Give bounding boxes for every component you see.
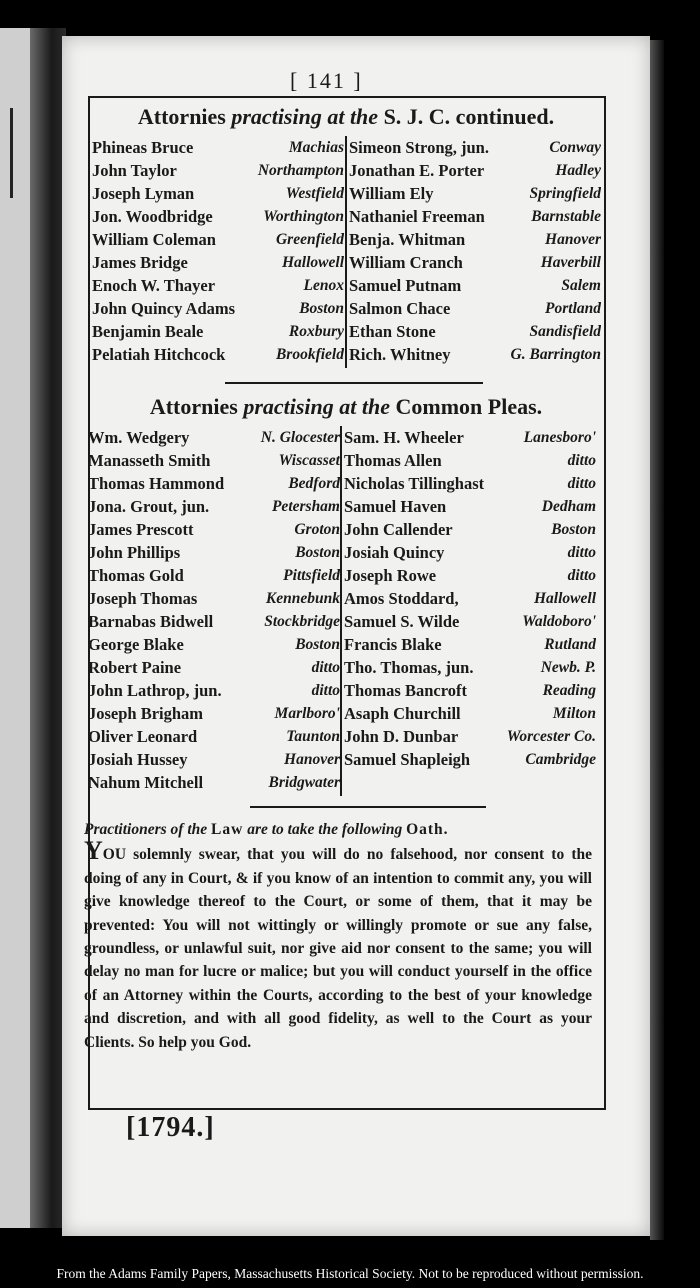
cp-right-column [344,426,596,771]
attorney-entry [349,343,601,366]
attorney-entry [88,472,340,495]
oath-title-law: Law [211,821,244,838]
attorney-name: Phineas Bruce [92,138,194,157]
attorney-name: Thomas Gold [88,566,184,585]
attorney-entry [344,679,596,702]
attorney-place: Portland [545,300,601,317]
attorney-entry [92,159,344,182]
attorney-name: Samuel S. Wilde [344,612,460,631]
attorney-name: Benja. Whitman [349,230,466,249]
attorney-place: Brookfield [275,346,344,363]
attorney-name: Asaph Churchill [344,704,461,723]
attorney-entry [344,426,596,449]
attorney-name: Josiah Hussey [88,750,188,769]
attorney-name: Simeon Strong, jun. [349,138,489,157]
attorney-place: Machias [288,139,344,156]
attorney-entry [88,679,340,702]
attorney-name: Nicholas Tillinghast [344,474,485,493]
attorney-name: John Taylor [92,161,177,180]
attorney-entry [92,228,344,251]
attorney-entry [344,518,596,541]
attorney-entry [344,449,596,472]
attorney-entry [88,656,340,679]
attorney-place: Taunton [286,728,340,745]
attorney-name: John Phillips [88,543,181,562]
attorney-place: Boston [295,636,340,653]
attorney-place: Dedham [541,498,596,515]
section-separator [225,382,483,384]
attorney-name: John Lathrop, jun. [88,681,222,700]
attorney-place: Northampton [257,162,344,179]
attorney-name: Jona. Grout, jun. [88,497,210,516]
attorney-place: N. Glocester [260,429,340,446]
attorney-place: Boston [299,300,344,317]
oath-dropcap: Y [84,836,103,866]
attorney-place: Hallowell [534,590,596,607]
attorney-place: Boston [295,544,340,561]
attorney-place: ditto [567,452,596,469]
attorney-place: Milton [552,705,596,722]
attorney-name: Barnabas Bidwell [88,612,214,631]
attorney-entry [88,495,340,518]
attorney-place: Lanesboro' [523,429,596,446]
attorney-entry [88,564,340,587]
oath-text [84,836,592,1054]
attorney-name: William Ely [349,184,434,203]
attorney-place: Springfield [529,185,601,202]
attorney-place: Wiscasset [278,452,340,469]
attorney-name: James Prescott [88,520,194,539]
attorney-place: Waldoboro' [522,613,596,630]
attorney-entry [344,495,596,518]
attorney-entry [349,136,601,159]
attorney-name: William Cranch [349,253,463,272]
oath-block [84,818,592,1054]
attorney-place: Petersham [271,498,340,515]
attorney-place: Haverbill [540,254,601,271]
attorney-name: Josiah Quincy [344,543,445,562]
attorney-name: Sam. H. Wheeler [344,428,464,447]
attorney-entry [88,771,340,794]
attorney-entry [344,702,596,725]
attorney-entry [349,320,601,343]
attorney-place: Worthington [263,208,344,225]
attorney-name: John Callender [344,520,453,539]
attorney-place: Salem [561,277,601,294]
attorney-place: Boston [551,521,596,538]
attorney-entry [349,228,601,251]
sjc-heading-end: S. J. C. continued. [383,104,555,129]
attorney-name: Thomas Bancroft [344,681,467,700]
attorney-place: Sandisfield [529,323,601,340]
attorney-name: Samuel Putnam [349,276,462,295]
attorney-name: Joseph Thomas [88,589,198,608]
attorney-entry [88,725,340,748]
attorney-entry [88,518,340,541]
attorney-place: Marlboro' [274,705,340,722]
attorney-name: Oliver Leonard [88,727,198,746]
attorney-name: John Quincy Adams [92,299,236,318]
attorney-name: Jonathan E. Porter [349,161,485,180]
attorney-place: Hallowell [282,254,344,271]
cp-column-divider [340,426,342,796]
attorney-entry [88,541,340,564]
oath-title-a: Practitioners of the [84,821,208,838]
attorney-entry [344,472,596,495]
attorney-name: Thomas Allen [344,451,442,470]
sjc-column-divider [345,136,347,368]
attorney-entry [344,748,596,771]
attorney-entry [349,274,601,297]
attorney-name: George Blake [88,635,184,654]
attorney-entry [344,541,596,564]
year-stamp: [1794.] [126,1112,215,1143]
page-right-edge [650,40,664,1240]
book-gutter [30,28,66,1228]
attorney-place: Barnstable [531,208,601,225]
attorney-place: Roxbury [288,323,344,340]
attorney-place: ditto [311,682,340,699]
attorney-place: Hanover [284,751,340,768]
attorney-name: Tho. Thomas, jun. [344,658,474,677]
attorney-entry [349,159,601,182]
attorney-place: Bedford [288,475,340,492]
attorney-place: Greenfield [275,231,344,248]
attorney-place: ditto [567,567,596,584]
attorney-entry [88,426,340,449]
attorney-entry [344,656,596,679]
attorney-name: Rich. Whitney [349,345,451,364]
attorney-place: Groton [294,521,340,538]
cp-heading-main: Attornies [149,394,238,419]
attorney-entry [344,633,596,656]
attorney-place: ditto [567,475,596,492]
attorney-name: William Coleman [92,230,216,249]
attorney-entry [92,274,344,297]
attorney-entry [344,610,596,633]
attorney-name: Samuel Haven [344,497,447,516]
attorney-name: Wm. Wedgery [88,428,190,447]
attorney-name: Amos Stoddard, [344,589,459,608]
attorney-entry [349,297,601,320]
sjc-heading-italic: practising at the [231,104,379,129]
attorney-entry [349,251,601,274]
attorney-place: ditto [567,544,596,561]
sjc-right-column [349,136,601,366]
attorney-name: Pelatiah Hitchcock [92,345,226,364]
attorney-name: James Bridge [92,253,188,272]
attorney-place: Pittsfield [283,567,340,584]
attorney-name: John D. Dunbar [344,727,459,746]
attorney-place: Newb. P. [540,659,596,676]
attorney-place: Kennebunk [265,590,340,607]
attorney-entry [92,136,344,159]
attorney-place: Bridgwater [268,774,340,791]
sjc-left-column [92,136,344,366]
oath-body: OU solemnly swear, that you will do no falsehood, nor consent to the doing of any in Court, & if you know of an intention to commit any, you will give knowledge thereof to the Court, or some of them, that it may be prevented: You will not wittingly or willingly promote or sue any false, groundless, or unlawful suit, nor give aid nor consent to the same; you will delay no man for lucre or malice; but you will conduct yourself in the office of an Attorney within the Courts, according to the best of your knowledge and discretion, and with all good fidelity, as well to the Court as your Clients. So help you God. [84,846,592,1051]
attorney-name: Thomas Hammond [88,474,225,493]
attorney-name: Enoch W. Thayer [92,276,216,295]
attorney-name: Nathaniel Freeman [349,207,485,226]
attorney-name: Nahum Mitchell [88,773,204,792]
copyright-footer: From the Adams Family Papers, Massachusetts Historical Society. Not to be reproduced without permission. [56,1266,644,1281]
attorney-place: Lenox [303,277,344,294]
attorney-place: Hanover [545,231,601,248]
attorney-name: Robert Paine [88,658,182,677]
attorney-entry [88,449,340,472]
attorney-entry [92,205,344,228]
attorney-entry [88,702,340,725]
attorney-place: Cambridge [525,751,596,768]
oath-title [84,818,592,841]
attorney-place: G. Barrington [510,346,601,363]
attorney-name: Joseph Rowe [344,566,437,585]
oath-title-b: are to take the following [247,821,403,838]
attorney-entry [88,633,340,656]
cp-heading [92,394,600,420]
sjc-heading [92,104,600,130]
attorney-name: Benjamin Beale [92,322,204,341]
oath-separator [250,806,486,808]
attorney-place: Hadley [555,162,601,179]
attorney-entry [88,587,340,610]
oath-title-oath: Oath. [406,821,449,838]
attorney-entry [92,251,344,274]
attorney-name: Ethan Stone [349,322,436,341]
cp-left-column [88,426,340,794]
facing-page-mark [0,108,13,198]
cp-heading-end: Common Pleas. [395,394,543,419]
cp-heading-italic: practising at the [243,394,390,419]
attorney-entry [92,343,344,366]
attorney-entry [344,725,596,748]
attorney-place: Rutland [544,636,596,653]
attorney-place: Conway [549,139,601,156]
attorney-entry [92,320,344,343]
attorney-name: Francis Blake [344,635,442,654]
attorney-entry [92,182,344,205]
attorney-entry [349,182,601,205]
attorney-place: Worcester Co. [506,728,596,745]
attorney-place: Reading [542,682,596,699]
attorney-entry [344,564,596,587]
attorney-entry [88,610,340,633]
attorney-entry [88,748,340,771]
attorney-place: Westfield [285,185,344,202]
attorney-place: Stockbridge [264,613,340,630]
attorney-entry [344,587,596,610]
attorney-name: Joseph Brigham [88,704,204,723]
attorney-entry [349,205,601,228]
attorney-name: Samuel Shapleigh [344,750,471,769]
attorney-entry [92,297,344,320]
page-number: [ 141 ] [290,68,363,93]
attorney-place: ditto [311,659,340,676]
sjc-heading-main: Attornies [137,104,226,129]
attorney-name: Manasseth Smith [88,451,211,470]
attorney-name: Joseph Lyman [92,184,195,203]
attorney-name: Jon. Woodbridge [92,207,213,226]
attorney-name: Salmon Chace [349,299,451,318]
